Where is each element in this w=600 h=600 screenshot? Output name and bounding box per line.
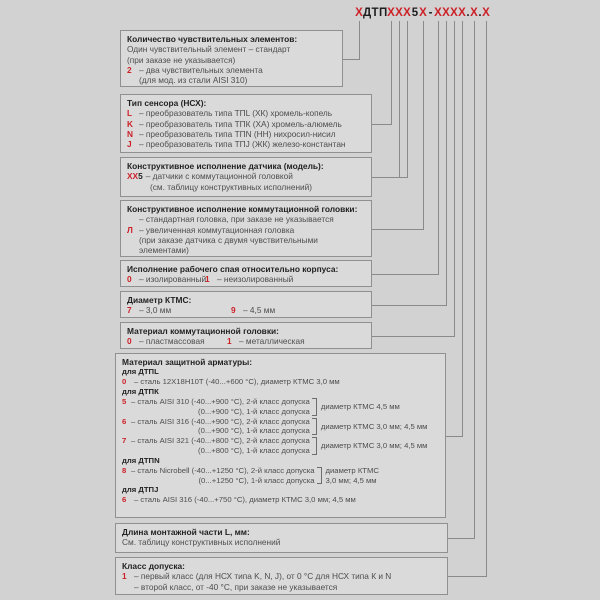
connector-vline [399,21,400,177]
diameter-label [321,441,428,450]
option-row [122,537,441,547]
diameter-label [326,466,379,485]
option-text: – преобразователь типа ТПN (НН) нихросил-нисил [139,128,336,139]
diameter-label-line1: диаметр КТМС 3,0 мм; 4,5 мм [320,441,428,451]
option-key: 8 [122,465,127,475]
option-key: K [127,118,133,129]
option-row [127,171,365,181]
option-row [127,214,365,224]
option-key: 7 [122,436,127,446]
code-char: Х [434,7,442,19]
connector-hline [446,436,463,437]
option-text-column [131,466,315,486]
option-key: 6 [122,416,127,426]
option-row [127,235,365,245]
option-text-line1: – сталь AISI 316 (-40...+900 °C), 2-й класс допуска [131,416,310,426]
option-key: 0 [127,336,132,347]
option-row [127,119,365,129]
right-bracket-shape [312,437,317,455]
option-text: (при заказе датчика с двумя чувствительными [139,234,318,245]
connector-vline [446,21,447,305]
option-text-column [131,397,310,417]
box-junction [120,260,372,287]
option-text: – первый класс (для НСХ типа K, N, J), от 0 °C для НСХ типа К и N [134,571,392,582]
box-diameter [120,291,372,318]
box-title: Материал защитной арматуры: [122,357,253,367]
code-char: Х [482,7,490,19]
option-text: – сталь 12Х18Н10Т (-40...+600 °C), диаметр КТМС 3,0 мм [134,377,340,386]
option-row [127,55,336,65]
option-row [127,336,365,346]
option-row-bracketed [122,436,439,456]
order-code [355,6,490,20]
option-row [127,245,365,255]
connector-vline [462,21,463,436]
option-text: (при заказе не указывается) [127,54,236,65]
option-text: – увеличенная коммутационная головка [139,224,295,235]
code-char: П [379,7,388,19]
diameter-label-line1: диаметр КТМС 4,5 мм [320,402,400,412]
connector-hline [372,124,392,125]
option-key: Л [127,224,133,235]
box-model [120,157,372,197]
option-row [127,139,365,149]
box-title: Длина монтажной части L, мм: [122,527,250,537]
box-title: Исполнение рабочего спая относительно корпуса: [127,264,339,274]
diameter-label-line2: 3,0 мм; 4,5 мм [325,475,377,485]
connector-vline [407,21,408,177]
option-row [127,65,336,75]
connector-hline [372,305,447,306]
option-text: элементами) [139,245,189,256]
option-key: 0 [127,274,132,285]
code-char: Х [419,7,427,19]
code-char: Х [470,7,478,19]
option-text-line2: (0...+900 °C), 1-й класс допуска [198,406,310,416]
option-text: (для мод. из стали AISI 310) [139,75,248,86]
option-pair-first [127,305,231,315]
code-char: Х [395,7,403,19]
box-armature [115,353,446,518]
option-row [122,582,441,592]
option-text: – металлическая [239,336,305,347]
option-text: – 3,0 мм [139,305,172,316]
connector-vline [359,21,360,59]
code-char: 5 [411,7,419,19]
option-text: – преобразователь типа ТПК (ХА) хромель-алюмель [139,118,342,129]
option-row [127,75,336,85]
right-bracket-shape [312,418,317,436]
option-key: 9 [231,305,236,316]
option-key: 1 [227,336,232,347]
connector-vline [454,21,455,336]
option-text: См. таблицу конструктивных исполнений [122,537,281,548]
option-key: 0 [122,377,127,386]
option-row [127,182,365,192]
section-subheading: для ДТПN [122,455,160,465]
code-char: - [428,7,433,19]
connector-vline [391,21,392,124]
option-text-line1: – сталь Nicrobell (-40...+1250 °C), 2-й класс допуска [131,465,315,475]
option-key: 5 [122,397,127,406]
option-key: L [127,108,133,119]
box-head_design [120,200,372,257]
right-bracket-shape [312,398,317,416]
option-key: J [127,139,132,150]
section-subheading: для ДТПК [122,387,159,396]
connector-vline [423,21,424,229]
option-text: – стандартная головка, при заказе не указывается [139,214,334,225]
connector-hline [372,274,439,275]
code-char: Х [387,7,395,19]
box-length [115,523,448,553]
option-row [122,495,439,505]
option-row [127,274,365,284]
option-text: – изолированный [139,274,207,285]
connector-hline [372,336,455,337]
diameter-label-line1: диаметр КТМС [325,466,379,476]
option-key: 6 [122,495,127,505]
code-char: Х [403,7,411,19]
diameter-label [321,402,400,411]
connector-vline [486,21,487,576]
box-title: Диаметр КТМС: [127,295,192,305]
option-row [127,108,365,118]
option-text: – преобразователь типа ТПJ (ЖК) железо-константан [139,139,346,150]
option-text-line1: – сталь AISI 310 (-40...+900 °C), 2-й класс допуска [131,397,310,406]
box-title: Количество чувствительных элементов: [127,34,298,44]
option-text-line2: (0...+800 °C), 1-й класс допуска [198,445,310,455]
code-char: . [466,7,470,19]
box-sensor [120,94,372,153]
option-key: 7 [127,305,132,316]
option-key: 1 [122,571,127,582]
diameter-label-line1: диаметр КТМС 3,0 мм; 4,5 мм [320,421,428,431]
box-title: Конструктивное исполнение датчика (модель): [127,161,324,171]
code-char: . [478,7,482,19]
option-row [122,377,439,387]
code-char: Д [363,7,372,19]
section-subheading: для ДТПL [122,367,159,376]
box-title: Конструктивное исполнение коммутационной головки: [127,204,358,214]
option-key: N [127,128,133,139]
option-text: – сталь AISI 316 (-40...+750 °C), диаметр КТМС 3,0 мм; 4,5 мм [134,495,356,505]
connector-hline [372,177,408,178]
box-head_material [120,322,372,349]
code-char: Т [371,7,379,19]
box-qty [120,30,343,87]
option-key: 1 [205,274,210,285]
option-text-column [131,417,310,437]
option-key: ХХ [127,171,139,182]
box-title: Класс допуска: [122,561,185,571]
option-row [127,44,336,54]
option-text: – второй класс, от -40 °C, при заказе не указывается [134,581,338,592]
connector-vline [438,21,439,274]
option-row [122,571,441,581]
option-row-bracketed [122,417,439,437]
option-text: – преобразователь типа ТПL (ХК) хромель-копель [139,108,333,119]
option-text: – два чувствительных элемента [139,64,263,75]
option-row [127,129,365,139]
code-char: Х [450,7,458,19]
box-class [115,557,448,595]
section-subheading: для ДТПJ [122,485,159,495]
option-key-fixed-part: 5 [138,171,143,182]
box-title: Материал коммутационной головки: [127,326,279,336]
option-row [127,225,365,235]
connector-hline [343,59,360,60]
diameter-label [321,422,428,431]
option-text-column [131,436,310,456]
right-bracket-shape [317,467,322,485]
option-row [127,305,365,315]
connector-hline [448,538,475,539]
option-text: – датчики с коммутационной головкой [145,171,293,182]
option-key: 2 [127,64,132,75]
option-text-line2: (0...+1250 °C), 1-й класс допуска [198,475,315,485]
code-char: Х [355,7,363,19]
box-title: Тип сенсора (НСХ): [127,98,207,108]
option-text-line2: (0...+900 °C), 1-й класс допуска [198,426,310,436]
option-text: Один чувствительный элемент – стандарт [127,44,291,55]
code-char: Х [458,7,466,19]
option-text: – 4,5 мм [243,305,276,316]
option-text: – неизолированный [217,274,294,285]
option-pair-first [127,336,227,346]
option-row-bracketed [122,397,439,417]
connector-vline [474,21,475,538]
connector-hline [372,229,424,230]
option-text: (см. таблицу конструктивных исполнений) [150,181,313,192]
option-row-bracketed [122,466,439,486]
connector-hline [448,576,487,577]
option-text: – пластмассовая [139,336,205,347]
code-char: Х [442,7,450,19]
option-pair-first [127,274,205,284]
option-text-line1: – сталь AISI 321 (-40...+800 °C), 2-й класс допуска [131,436,310,446]
